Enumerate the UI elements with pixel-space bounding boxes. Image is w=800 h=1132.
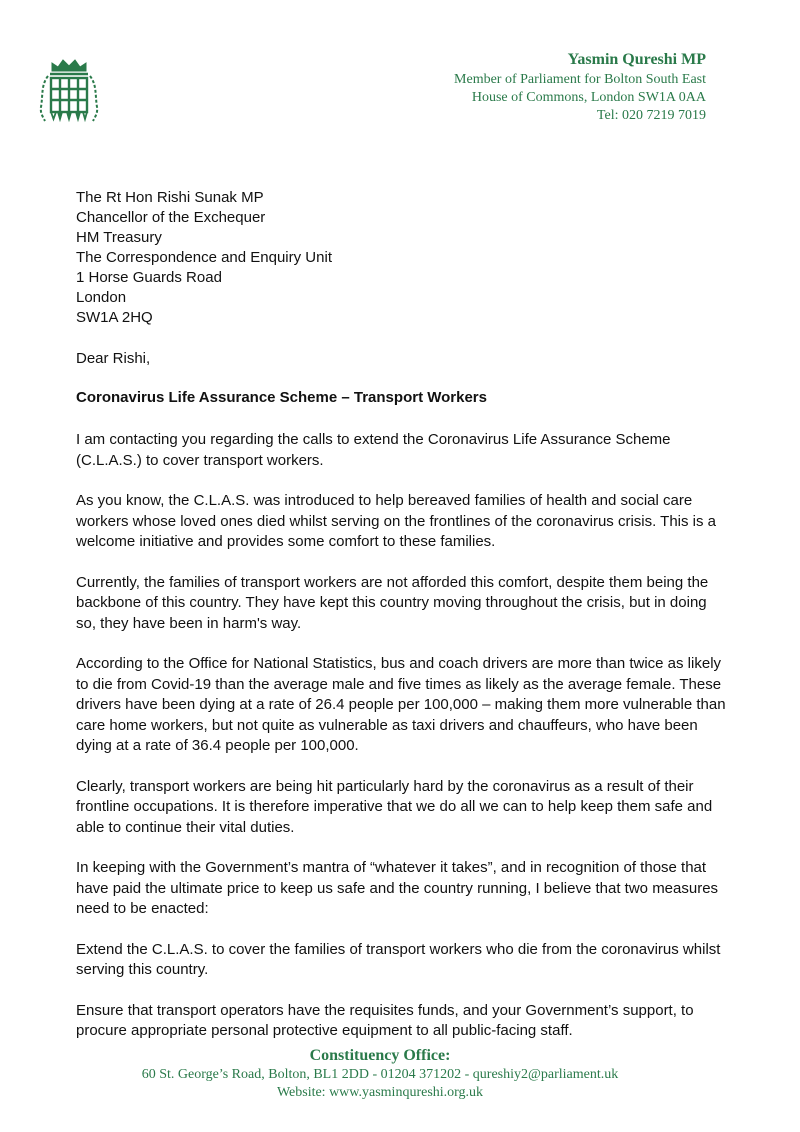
- body-paragraph: Extend the C.L.A.S. to cover the families of transport workers who die from the coronavirus whilst serving this country.: [76, 940, 721, 978]
- body-paragraph: I am contacting you regarding the calls to extend the Coronavirus Life Assurance Scheme (C.L.A.S.) to cover transport workers.: [76, 431, 671, 469]
- body-paragraph: Ensure that transport operators have the requisites funds, and your Government’s support, to procure appropriate personal protective equipment to all public-facing staff.: [76, 1001, 694, 1039]
- portcullis-icon: [38, 55, 100, 125]
- recipient-line: HM Treasury: [76, 229, 162, 246]
- mp-role: Member of Parliament for Bolton South East: [454, 72, 706, 87]
- mp-name: Yasmin Qureshi MP: [567, 51, 706, 68]
- constituency-office-title: Constituency Office:: [309, 1047, 451, 1064]
- body-paragraph: As you know, the C.L.A.S. was introduced to help bereaved families of health and social care workers whose loved ones died whilst serving on the frontlines of the coronavirus crisis. This is a welcome initiative and provides some comfort to these families.: [76, 492, 717, 550]
- recipient-line: 1 Horse Guards Road: [76, 269, 222, 286]
- recipient-line: The Rt Hon Rishi Sunak MP: [76, 189, 264, 206]
- footer: [0, 1046, 760, 1102]
- recipient-address: [76, 188, 332, 328]
- salutation: Dear Rishi,: [76, 350, 151, 367]
- letter-body: [76, 430, 726, 1062]
- website-link[interactable]: Website: www.yasminqureshi.org.uk: [276, 1085, 484, 1100]
- recipient-line: Chancellor of the Exchequer: [76, 209, 266, 226]
- mp-telephone: Tel: 020 7219 7019: [596, 108, 706, 123]
- body-paragraph: In keeping with the Government’s mantra of “whatever it takes”, and in recognition of those that have paid the ultimate price to keep us safe and the country running, I believe that two measures need to be enacted:: [76, 859, 719, 917]
- mp-address: House of Commons, London SW1A 0AA: [471, 90, 706, 105]
- body-paragraph: According to the Office for National Statistics, bus and coach drivers are more than twice as likely to die from Covid-19 than the average male and five times as likely as the average female. These drivers have been dying at a rate of 26.4 people per 100,000 – making them more vulnerable than care home workers, but not quite as vulnerable as taxi drivers and chauffeurs, who have been dying at a rate of 36.4 people per 100,000.: [76, 655, 726, 754]
- subject-line: Coronavirus Life Assurance Scheme – Transport Workers: [76, 389, 487, 406]
- letterhead: [454, 49, 706, 125]
- recipient-line: London: [76, 289, 127, 306]
- body-paragraph: Clearly, transport workers are being hit particularly hard by the coronavirus as a result of their frontline occupations. It is therefore imperative that we do all we can to help keep them safe and able to continue their vital duties.: [76, 777, 713, 836]
- body-paragraph: Currently, the families of transport workers are not afforded this comfort, despite them being the backbone of this country. They have kept this country moving throughout the crisis, but in doing so, they have been in harm's way.: [76, 573, 709, 632]
- recipient-line: The Correspondence and Enquiry Unit: [76, 249, 332, 266]
- recipient-line: SW1A 2HQ: [76, 309, 153, 326]
- constituency-office-address: 60 St. George’s Road, Bolton, BL1 2DD - 01204 371202 - qureshiy2@parliament.uk: [141, 1067, 619, 1082]
